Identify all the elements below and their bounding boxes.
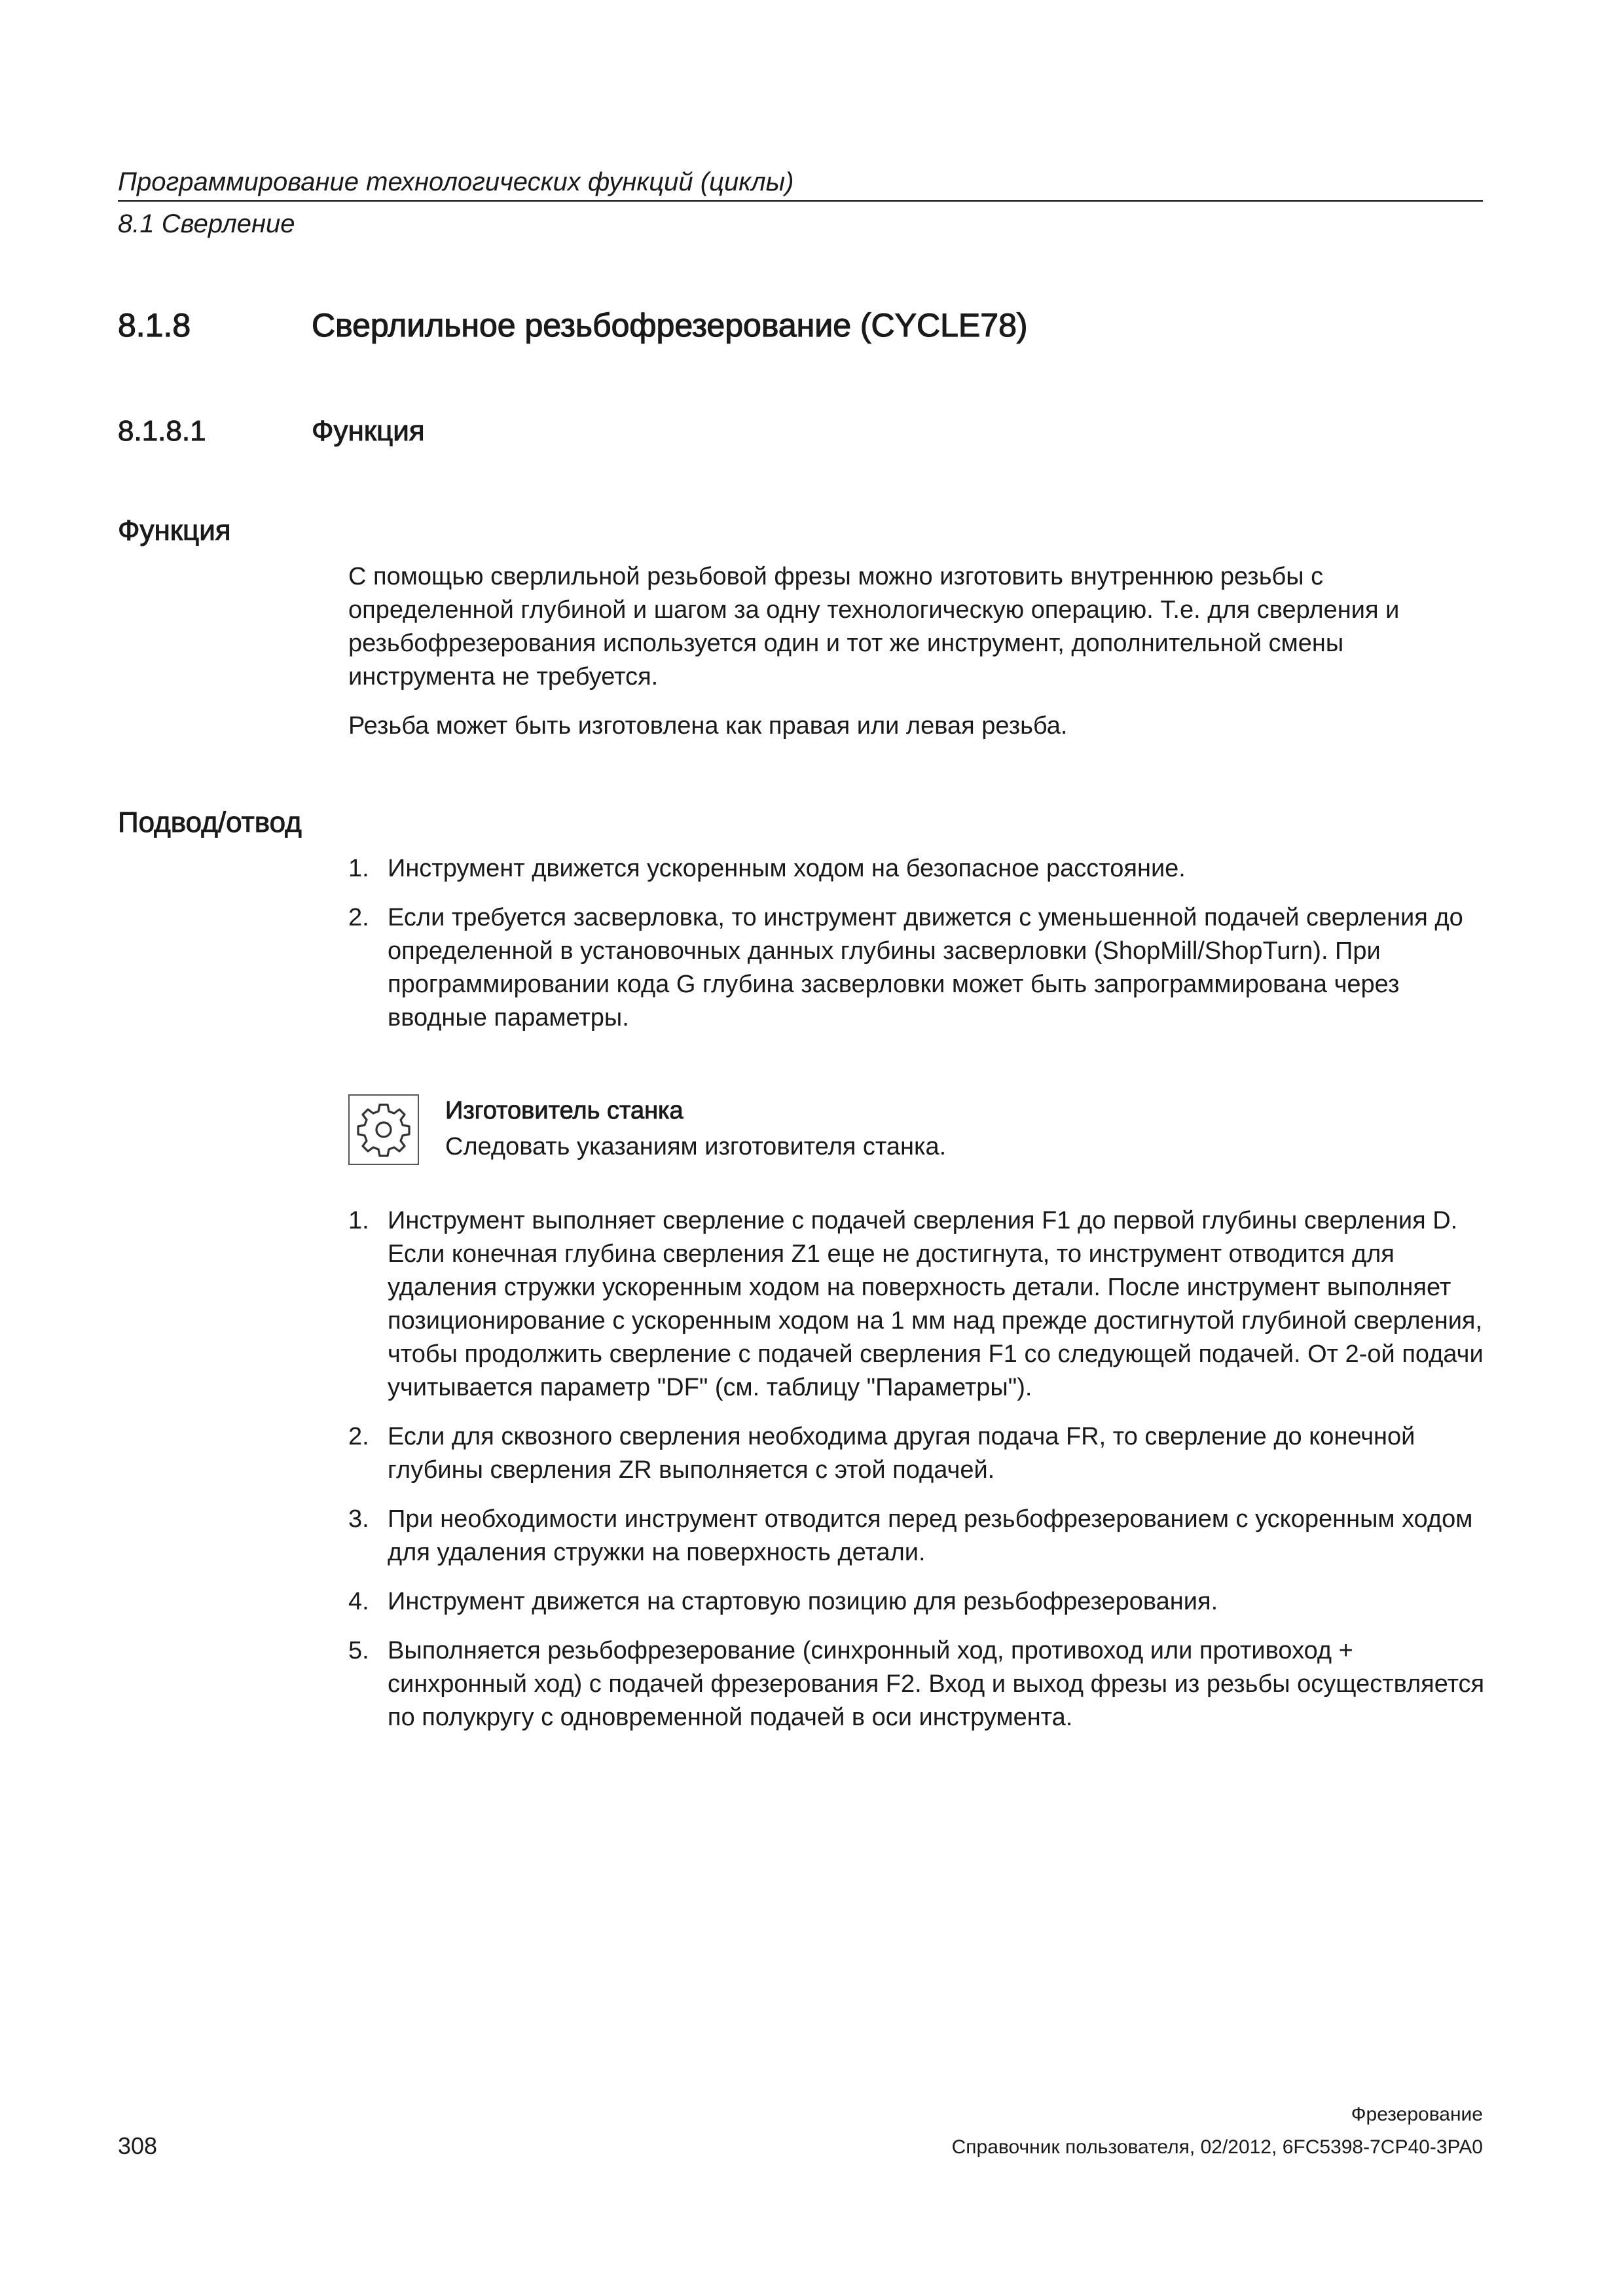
section-heading-title: Сверлильное резьбофрезерование (CYCLE78) xyxy=(312,307,1028,344)
machine-manufacturer-note xyxy=(445,1094,1493,1164)
list-item-number: 1. xyxy=(348,1207,369,1234)
section-number: 8.1.8 xyxy=(118,307,191,344)
section-title: 8.1 Сверление xyxy=(118,209,295,238)
list-item xyxy=(348,901,1487,1035)
function-paragraph: Резьба может быть изготовлена как правая или левая резьба. xyxy=(348,712,1068,740)
list-item xyxy=(348,1420,1487,1487)
drilling-steps-list xyxy=(348,1204,1487,1750)
list-item-text: При необходимости инструмент отводится перед резьбофрезерованием с ускоренным ходом для удаления стружки на поверхность детали. xyxy=(388,1505,1473,1566)
list-item xyxy=(348,1585,1487,1619)
running-header xyxy=(118,164,1483,242)
note-text: Следовать указаниям изготовителя станка. xyxy=(445,1133,947,1160)
header-rule xyxy=(118,200,1483,202)
list-item-text: Если требуется засверловка, то инструмент движется с уменьшенной подачей сверления до определенной в установочных данных глубины засверловки (ShopMill/ShopTurn). При программировании кода G глубина засверловки может быть запрограммирована через вводные параметры. xyxy=(388,904,1463,1031)
function-paragraph: С помощью сверлильной резьбовой фрезы можно изготовить внутреннюю резьбы с определенной глубиной и шагом за одну технологическую операцию. Т.е. для сверления и резьбофрезерования используется один и тот же инструмент, дополнительной смены инструмента не требуется. xyxy=(348,563,1400,691)
function-heading: Функция xyxy=(118,514,231,547)
approach-steps-list xyxy=(348,852,1487,1050)
footer-book-title: Фрезерование xyxy=(1351,2104,1483,2125)
function-body xyxy=(348,560,1487,759)
gear-icon xyxy=(350,1096,418,1164)
subsection-heading xyxy=(118,415,1493,450)
list-item-number: 1. xyxy=(348,855,369,882)
list-item-number: 3. xyxy=(348,1505,369,1533)
list-item-text: Инструмент движется ускоренным ходом на безопасное расстояние. xyxy=(388,855,1186,882)
list-item-text: Инструмент движется на стартовую позицию для резьбофрезерования. xyxy=(388,1588,1218,1615)
list-item xyxy=(348,1634,1487,1734)
list-item-text: Если для сквозного сверления необходима другая подача FR, то сверление до конечной глубины сверления ZR выполняется с этой подачей. xyxy=(388,1423,1415,1484)
list-item xyxy=(348,1204,1487,1405)
chapter-title: Программирование технологических функций (циклы) xyxy=(118,168,794,196)
list-item-number: 5. xyxy=(348,1637,369,1664)
approach-heading: Подвод/отвод xyxy=(118,806,302,838)
list-item xyxy=(348,1503,1487,1570)
subsection-number: 8.1.8.1 xyxy=(118,415,206,447)
list-item-text: Выполняется резьбофрезерование (синхронный ход, противоход или противоход + синхронный ход) с подачей фрезерования F2. Вход и выход фрезы из резьбы осуществляется по полукругу с одновременной подачей в оси инструмента. xyxy=(388,1637,1485,1731)
section-heading xyxy=(118,306,1493,346)
list-item-text: Инструмент выполняет сверление с подачей сверления F1 до первой глубины сверления D. Если конечная глубина сверления Z1 еще не достигнута, то инструмент отводится для удаления стружки ускоренным ходом на поверхность детали. После инструмент выполняет позиционирование с ускоренным ходом на 1 мм над прежде достигнутой глубиной сверления, чтобы продолжить сверление с подачей сверления F1 со следующей подачей. От 2-ой подачи учитывается параметр "DF" (см. таблицу "Параметры"). xyxy=(388,1207,1484,1401)
subsection-heading-title: Функция xyxy=(312,415,425,447)
note-title: Изготовитель станка xyxy=(445,1097,684,1124)
list-item-number: 4. xyxy=(348,1588,369,1615)
list-item-number: 2. xyxy=(348,904,369,931)
list-item-number: 2. xyxy=(348,1423,369,1450)
machine-manufacturer-note-icon xyxy=(348,1094,419,1165)
footer-manual-reference: Справочник пользователя, 02/2012, 6FC5398-7CP40-3PA0 xyxy=(951,2136,1483,2158)
list-item xyxy=(348,852,1487,886)
page-number: 308 xyxy=(118,2132,158,2159)
